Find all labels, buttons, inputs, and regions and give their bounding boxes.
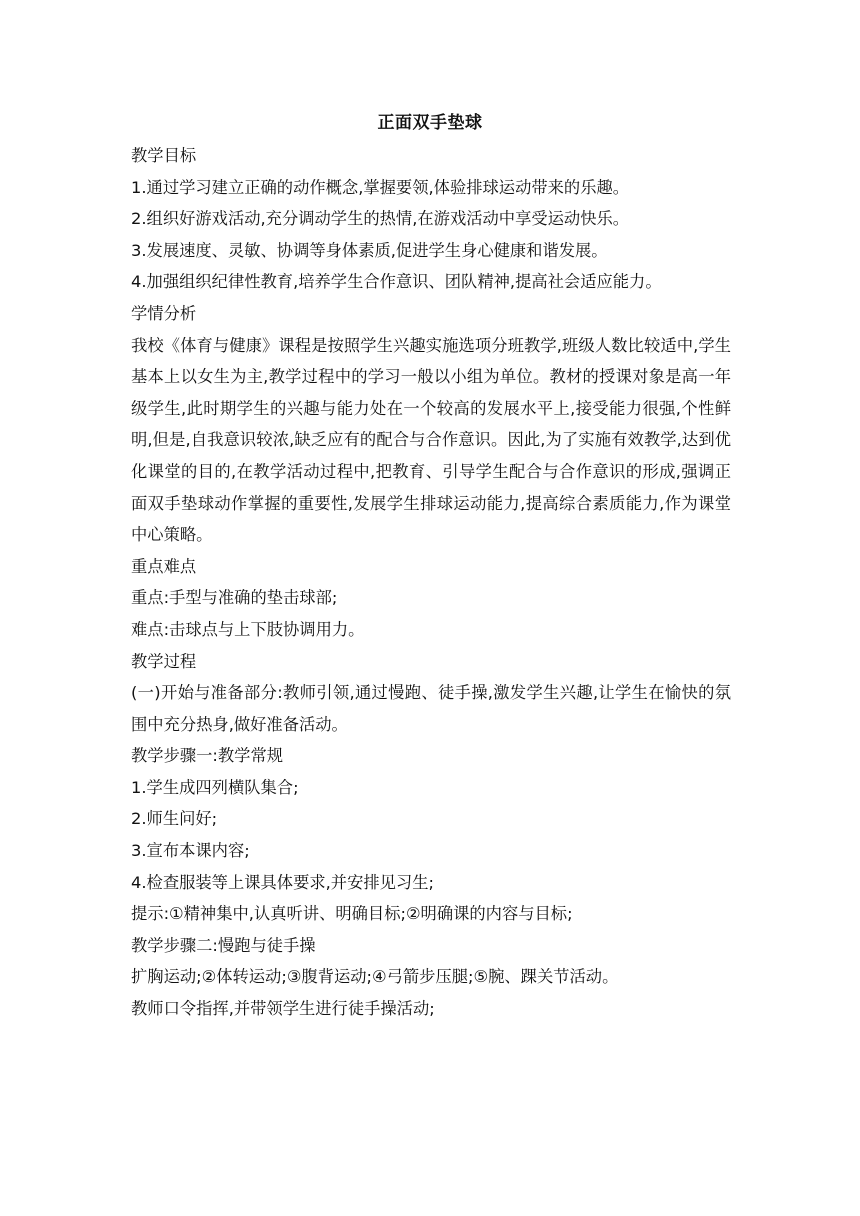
analysis-paragraph: 我校《体育与健康》课程是按照学生兴趣实施选项分班教学,班级人数比较适中,学生基本上以女生为主,教学过程中的学习一般以小组为单位。教材的授课对象是高一年级学生,此时期学生的兴趣与能力处在一个较高的发展水平上,接受能力很强,个性鲜明,但是,自我意识较浓,缺乏应有的配合与合作意识。因此,为了实施有效教学,达到优化课堂的目的,在教学活动过程中,把教育、引导学生配合与合作意识的形成,强调正面双手垫球动作掌握的重要性,发展学生排球运动能力,提高综合素质能力,作为课堂中心策略。 bbox=[131, 335, 731, 545]
step1-item: 3.宣布本课内容; bbox=[131, 841, 250, 861]
step1-item: 1.学生成四列横队集合; bbox=[131, 777, 299, 797]
step1-item: 4.检查服装等上课具体要求,并安排见习生; bbox=[131, 872, 434, 892]
step2-heading: 教学步骤二:慢跑与徒手操 bbox=[131, 935, 316, 955]
objective-item: 1.通过学习建立正确的动作概念,掌握要领,体验排球运动带来的乐趣。 bbox=[131, 177, 630, 197]
heading-key-points: 重点难点 bbox=[131, 556, 197, 576]
process-intro: (一)开始与准备部分:教师引领,通过慢跑、徒手操,激发学生兴趣,让学生在愉快的氛围中充分热身,做好准备活动。 bbox=[131, 683, 731, 734]
step2-note: 教师口令指挥,并带领学生进行徒手操活动; bbox=[131, 999, 435, 1019]
step1-item: 2.师生问好; bbox=[131, 809, 218, 829]
document-body bbox=[131, 140, 731, 1025]
heading-objectives: 教学目标 bbox=[131, 146, 197, 165]
step1-tip: 提示:①精神集中,认真听讲、明确目标;②明确课的内容与目标; bbox=[131, 904, 573, 924]
step2-items: 扩胸运动;②体转运动;③腹背运动;④弓箭步压腿;⑤腕、踝关节活动。 bbox=[131, 967, 619, 987]
step1-heading: 教学步骤一:教学常规 bbox=[131, 746, 284, 766]
objective-item: 3.发展速度、灵敏、协调等身体素质,促进学生身心健康和谐发展。 bbox=[131, 240, 608, 260]
difficult-point: 难点:击球点与上下肢协调用力。 bbox=[131, 619, 365, 639]
objective-item: 2.组织好游戏活动,充分调动学生的热情,在游戏活动中享受运动快乐。 bbox=[131, 209, 630, 229]
objective-item: 4.加强组织纪律性教育,培养学生合作意识、团队精神,提高社会适应能力。 bbox=[131, 272, 662, 292]
heading-analysis: 学情分析 bbox=[131, 303, 197, 323]
document-title: 正面双手垫球 bbox=[377, 113, 483, 133]
key-point: 重点:手型与准确的垫击球部; bbox=[131, 588, 338, 608]
heading-process: 教学过程 bbox=[131, 651, 197, 671]
